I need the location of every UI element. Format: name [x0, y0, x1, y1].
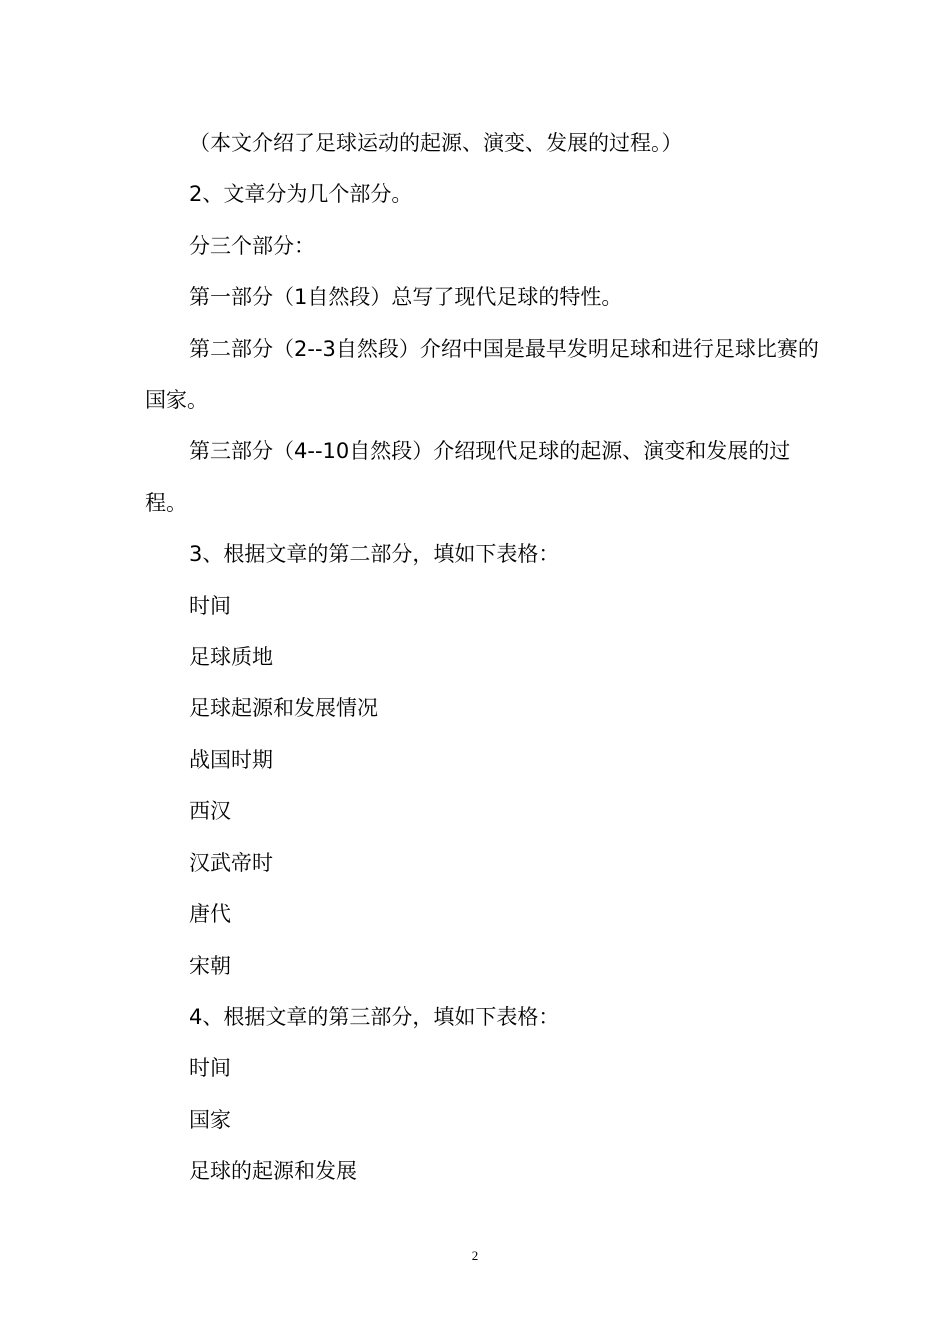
- table-row-warring-states: 战国时期: [189, 747, 273, 772]
- table-header-origin: 足球起源和发展情况: [189, 696, 378, 721]
- question-3: 3、根据文章的第二部分，填如下表格：: [189, 542, 560, 567]
- table-row-song: 宋朝: [189, 953, 231, 978]
- table-header-time: 时间: [189, 593, 231, 618]
- part-two: 第二部分（2--3自然段）介绍中国是最早发明足球和进行足球比赛的国家。: [145, 336, 819, 413]
- table-row-han-wudi: 汉武帝时: [189, 850, 273, 875]
- question-2: 2、文章分为几个部分。: [189, 182, 413, 207]
- table2-header-origin-development: 足球的起源和发展: [189, 1159, 357, 1184]
- table-row-tang: 唐代: [189, 902, 231, 927]
- paragraph-summary: （本文介绍了足球运动的起源、演变、发展的过程。）: [189, 131, 683, 155]
- part-three: 第三部分（4--10自然段）介绍现代足球的起源、演变和发展的过程。: [145, 439, 791, 515]
- document-body: [145, 118, 825, 1198]
- page-number: 2: [471, 1248, 479, 1263]
- table-row-western-han: 西汉: [189, 799, 231, 824]
- table2-header-country: 国家: [189, 1107, 231, 1132]
- table2-header-time: 时间: [189, 1056, 231, 1081]
- part-one: 第一部分（1自然段）总写了现代足球的特性。: [189, 285, 623, 310]
- question-4: 4、根据文章的第三部分，填如下表格：: [189, 1004, 560, 1029]
- answer-intro: 分三个部分：: [189, 233, 315, 258]
- table-header-material: 足球质地: [189, 645, 273, 670]
